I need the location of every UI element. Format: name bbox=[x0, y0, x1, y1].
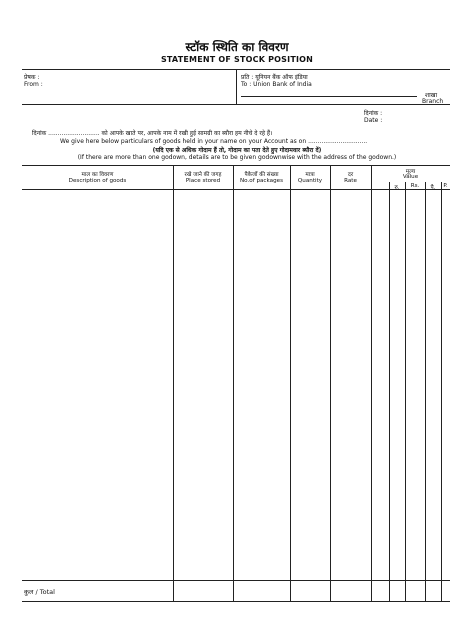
col-rule-7 bbox=[405, 182, 406, 601]
col-rule-9 bbox=[441, 182, 442, 601]
col-rate-hindi: दर bbox=[347, 172, 354, 178]
col-rule-2 bbox=[233, 165, 234, 601]
col-rule-8 bbox=[425, 182, 426, 601]
to-label-hindi: प्रति : यूनियन बैंक ऑफ इंडिया bbox=[241, 74, 308, 81]
col-quantity-hindi: मात्रा bbox=[305, 172, 315, 178]
header-divider bbox=[236, 69, 237, 104]
col-rule-5 bbox=[371, 165, 372, 601]
subcol-rs-hindi: रु. bbox=[394, 185, 400, 191]
col-desc: Description of goods bbox=[68, 178, 127, 184]
from-label: From : bbox=[24, 81, 43, 88]
col-rule-6 bbox=[389, 182, 390, 601]
to-label: To : Union Bank of India bbox=[241, 81, 312, 88]
col-place-hindi: रखे जाने की जगह bbox=[184, 172, 222, 178]
col-value-hindi: मूल्य bbox=[405, 169, 416, 175]
page-title-hindi: स्टॉक स्थिति का विवरण bbox=[185, 40, 289, 54]
col-rule-4 bbox=[330, 165, 331, 601]
date-label-hindi: दिनांक : bbox=[364, 110, 383, 117]
total-label: कुल / Total bbox=[24, 588, 55, 596]
table-total-rule bbox=[22, 580, 450, 581]
from-label-hindi: प्रेषक : bbox=[24, 74, 40, 81]
godown-note-hindi: (यदि एक से अधिक गोदाम हैं तो, गोदाम का पता देते हुए गोदामवार ब्यौरा दें) bbox=[152, 147, 322, 154]
col-rule-3 bbox=[290, 165, 291, 601]
table-top-rule bbox=[22, 165, 450, 166]
col-rule-1 bbox=[173, 165, 174, 601]
subcol-rs: Rs. bbox=[410, 183, 420, 189]
date-label: Date : bbox=[364, 117, 383, 124]
branch-label-hindi: शाखा bbox=[425, 92, 438, 99]
col-place: Place stored bbox=[185, 178, 221, 184]
col-desc-hindi: माल का विवरण bbox=[81, 172, 114, 178]
intro-english: We give here below particulars of goods held in your name on your Account as on ............................... bbox=[60, 138, 368, 145]
col-rate: Rate bbox=[344, 178, 357, 184]
page-title: STATEMENT OF STOCK POSITION bbox=[160, 55, 314, 64]
subcol-p: P. bbox=[443, 183, 448, 189]
to-address-line bbox=[241, 96, 417, 97]
subcol-p-hindi: पै. bbox=[430, 185, 436, 191]
godown-note: (If there are more than one godown, details are to be given godownwise with the address of the godown.) bbox=[77, 154, 397, 161]
header-bottom-rule bbox=[22, 104, 450, 105]
col-quantity: Quantity bbox=[297, 178, 323, 184]
branch-label: Branch bbox=[422, 98, 444, 105]
intro-hindi: दिनांक ........................... को आपके खाते पर, आपके नाम में रखी हुई सामग्री का ब्यौरा हम नीचे दे रहे हैं। bbox=[32, 130, 273, 137]
table-header-rule bbox=[22, 189, 450, 190]
col-packages: No.of packages bbox=[240, 178, 283, 184]
col-packages-hindi: पैकेजों की संख्या bbox=[244, 172, 279, 178]
col-value: Value bbox=[402, 174, 419, 180]
table-bottom-rule bbox=[22, 601, 450, 602]
